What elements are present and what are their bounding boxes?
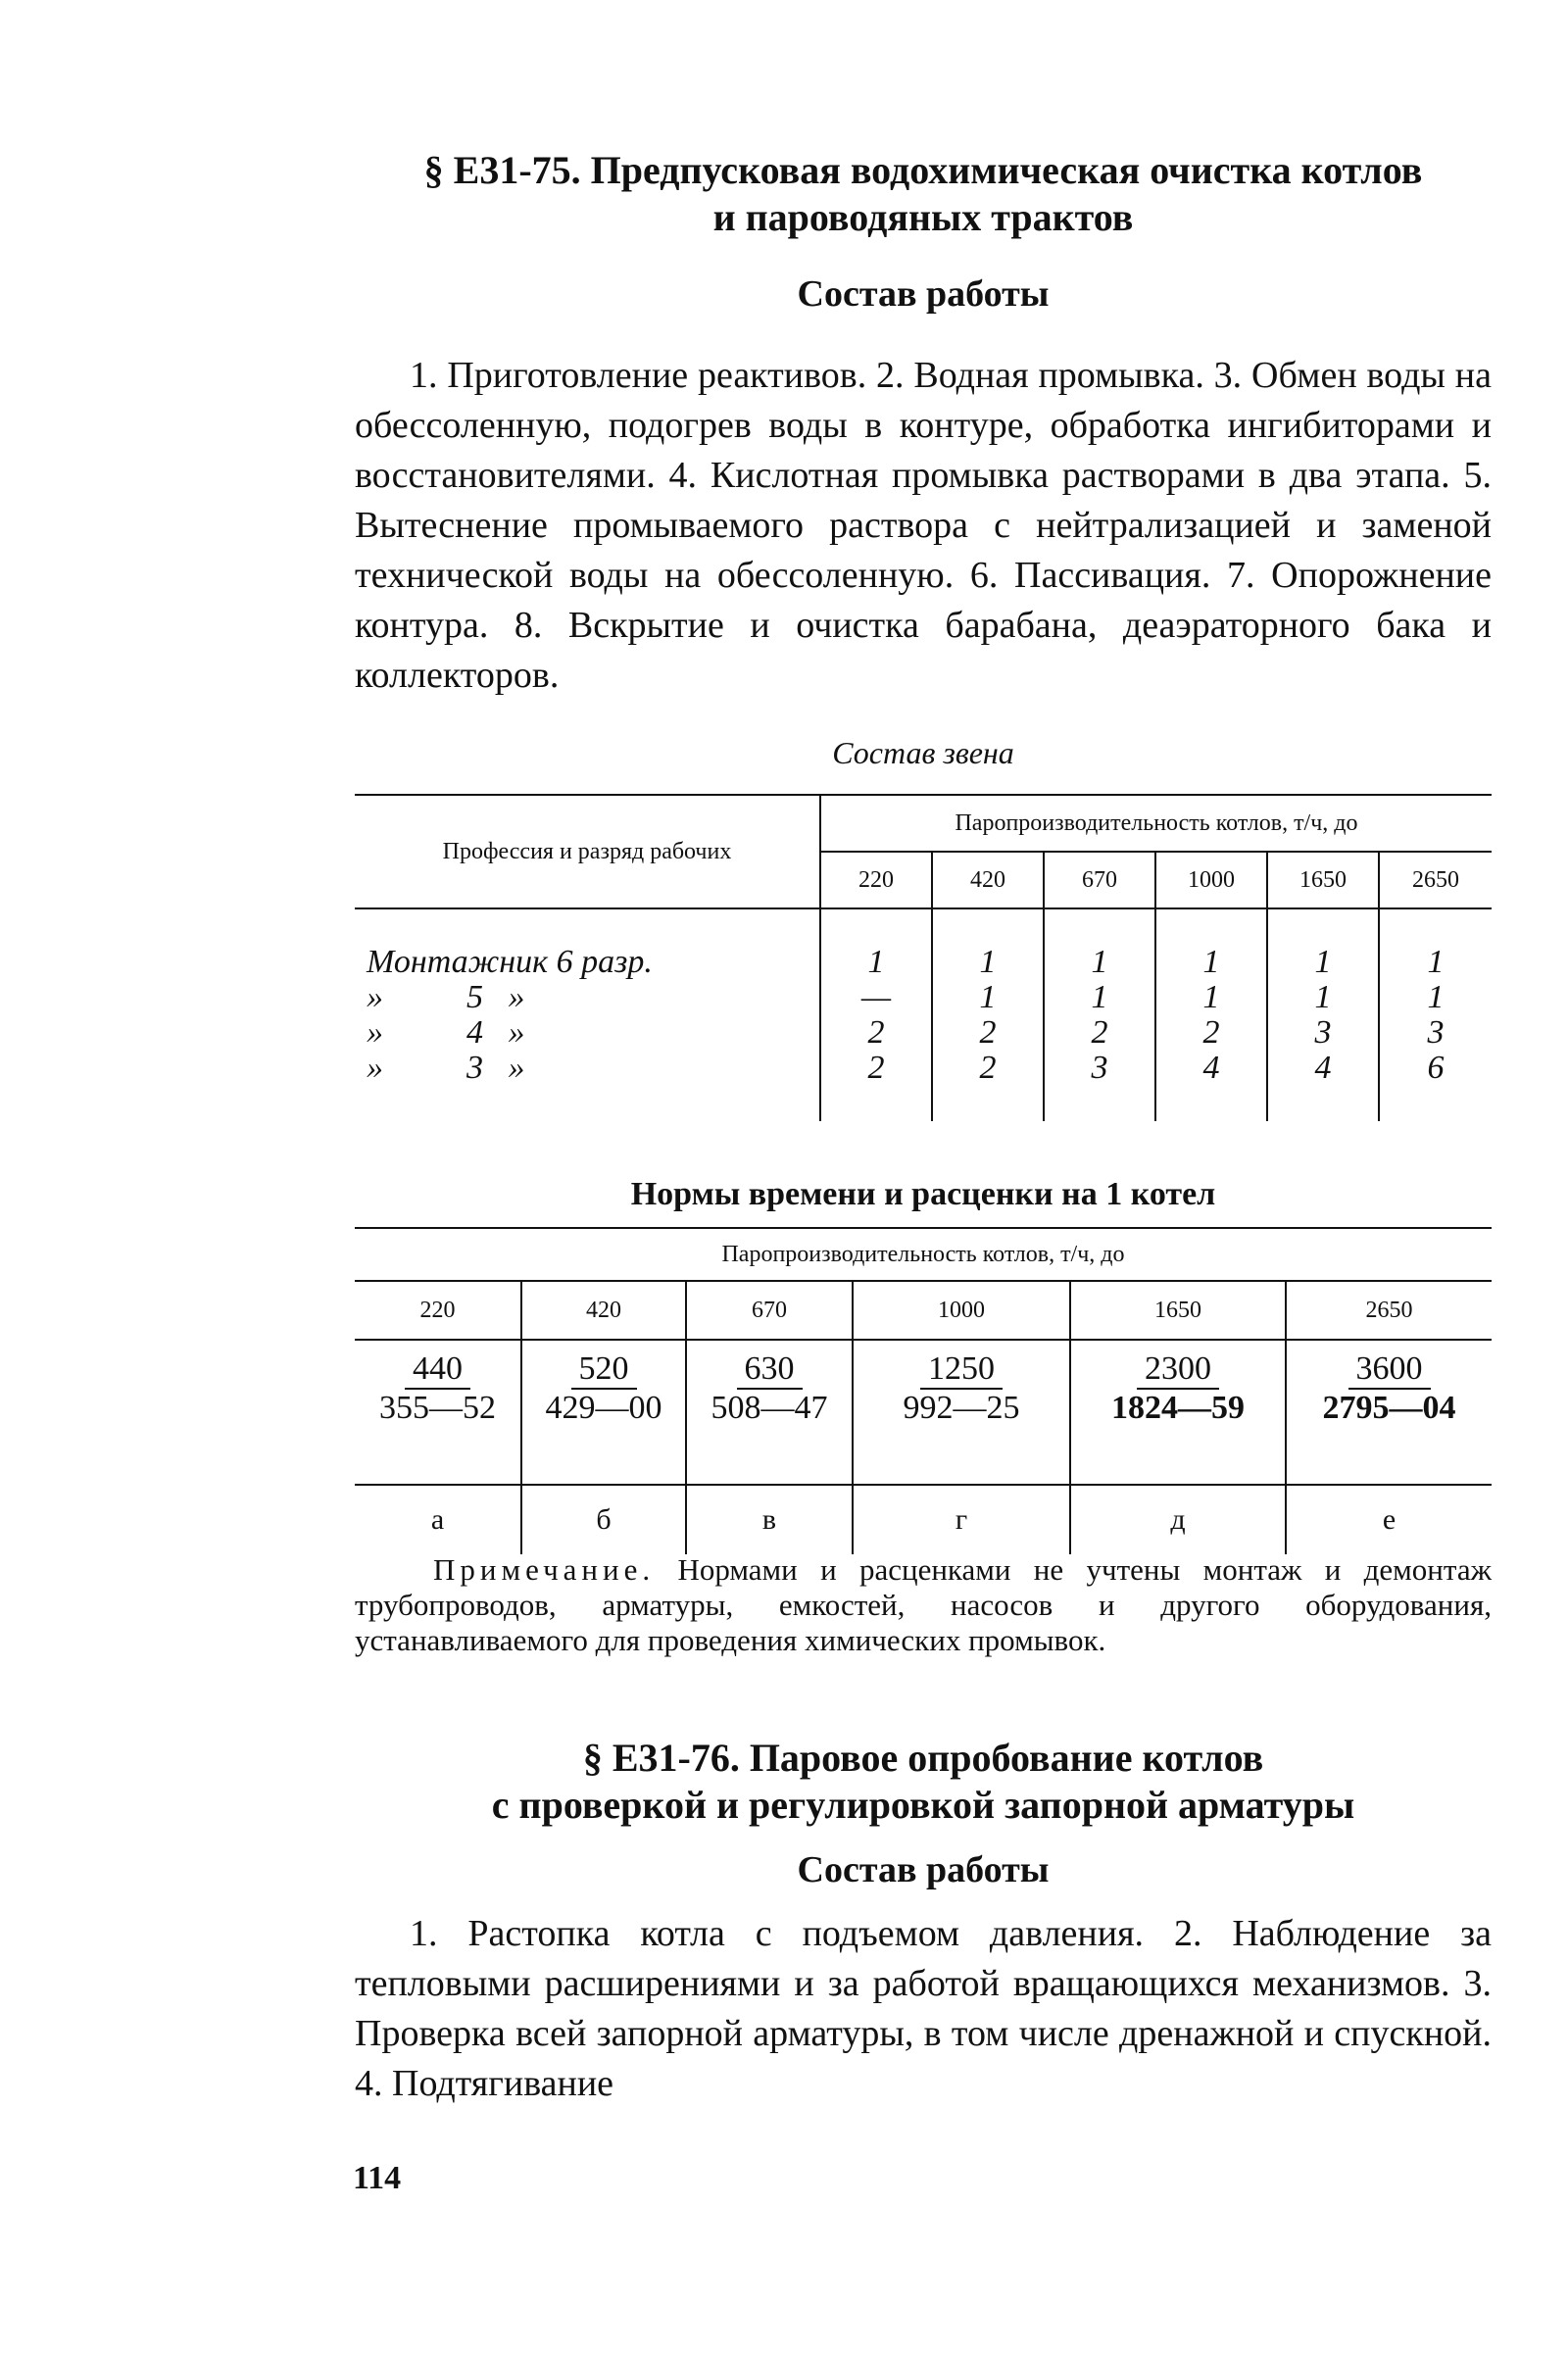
norms-capacity-cell: 1000 bbox=[853, 1281, 1070, 1340]
time-norm-value: 630 bbox=[737, 1350, 803, 1390]
crew-value: 1 bbox=[932, 945, 1044, 980]
work-text-block bbox=[355, 351, 1492, 701]
crew-value: 2 bbox=[1155, 1015, 1267, 1051]
crew-value: 4 bbox=[1155, 1051, 1267, 1086]
note bbox=[355, 1552, 1492, 1658]
column-letter: б bbox=[521, 1485, 686, 1554]
norms-capacity-cell: 420 bbox=[521, 1281, 686, 1340]
crew-row bbox=[355, 1015, 1492, 1051]
crew-caption-block bbox=[355, 735, 1492, 771]
note-text: Нормами и расценками не учтены монтаж и демонтаж трубопроводов, арматуры, емкостей, насосов и другого оборудования, устанавливаемого для проведения химических промывок. bbox=[355, 1552, 1492, 1657]
crew-value: 4 bbox=[1267, 1051, 1379, 1086]
crew-value: 1 bbox=[1044, 945, 1155, 980]
crew-value: 1 bbox=[1044, 980, 1155, 1015]
crew-caption: Состав звена bbox=[832, 735, 1014, 770]
crew-row bbox=[355, 1051, 1492, 1086]
page-number: 114 bbox=[353, 2160, 402, 2196]
crew-row-label: » 3 » bbox=[367, 1050, 525, 1086]
section-title-line1: § Е31-76. Паровое опробование котлов bbox=[582, 1736, 1264, 1780]
work-composition-text: 1. Растопка котла с подъемом давления. 2. Наблюдение за тепловыми расширениями и за работой вращающихся механизмов. 3. Проверка всей запорной арматуры, в том числе дренажной и спускной. 4. Подтягивание bbox=[355, 1913, 1492, 2104]
crew-capacity-cell: 670 bbox=[1044, 852, 1155, 908]
crew-table bbox=[355, 794, 1492, 1121]
crew-value: 3 bbox=[1379, 1015, 1492, 1051]
norms-header: Паропроизводительность котлов, т/ч, до bbox=[355, 1228, 1492, 1281]
column-letter: в bbox=[686, 1485, 853, 1554]
time-norm-value: 1250 bbox=[920, 1350, 1003, 1390]
crew-value: 1 bbox=[1267, 945, 1379, 980]
crew-value: 2 bbox=[820, 1051, 932, 1086]
norms-title: Нормы времени и расценки на 1 котел bbox=[630, 1176, 1216, 1212]
note-block bbox=[355, 1552, 1492, 1658]
crew-capacity-cell: 2650 bbox=[1379, 852, 1492, 908]
rate-value: 429—00 bbox=[521, 1390, 686, 1445]
crew-header-profession: Профессия и разряд рабочих bbox=[355, 795, 820, 908]
crew-capacity-cell: 220 bbox=[820, 852, 932, 908]
norms-capacity-cell: 220 bbox=[355, 1281, 521, 1340]
crew-value: 3 bbox=[1267, 1015, 1379, 1051]
section-e31-76 bbox=[355, 1735, 1492, 1829]
column-letter: г bbox=[853, 1485, 1070, 1554]
norms-table bbox=[355, 1227, 1492, 1554]
work-composition-heading: Состав работы bbox=[797, 273, 1050, 315]
section-e31-75 bbox=[355, 147, 1492, 241]
crew-value: 1 bbox=[820, 945, 932, 980]
note-label: Примечание. bbox=[433, 1552, 656, 1587]
crew-table-block bbox=[355, 794, 1492, 1121]
crew-value: 1 bbox=[932, 980, 1044, 1015]
rate-value: 508—47 bbox=[686, 1390, 853, 1445]
crew-capacity-cell: 1000 bbox=[1155, 852, 1267, 908]
column-letter: а bbox=[430, 1503, 445, 1536]
norms-capacity-cell: 670 bbox=[686, 1281, 853, 1340]
column-letter: е bbox=[1286, 1485, 1492, 1554]
section-title-line2: и пароводяных трактов bbox=[712, 195, 1134, 239]
crew-value: 3 bbox=[1044, 1051, 1155, 1086]
rate-value: 992—25 bbox=[853, 1390, 1070, 1445]
crew-value: 2 bbox=[820, 1015, 932, 1051]
crew-value: 1 bbox=[1379, 945, 1492, 980]
section-title-line2: с проверкой и регулировкой запорной арматуры bbox=[491, 1783, 1355, 1827]
crew-value: 1 bbox=[1155, 945, 1267, 980]
crew-capacity-cell: 1650 bbox=[1267, 852, 1379, 908]
crew-value: 2 bbox=[1044, 1015, 1155, 1051]
work-composition-text: 1. Приготовление реактивов. 2. Водная промывка. 3. Обмен воды на обессоленную, подогрев воды в контуре, обработка ингибиторами и восстановителями. 4. Кислотная промывка растворами в два этапа. 5. Вытеснение промываемого раствора с нейтрализацией и заменой технической воды на обессоленную. 6. Пассивация. 7. Опорожнение контура. 8. Вскрытие и очистка барабана, деаэраторного бака и коллекторов. bbox=[355, 355, 1492, 696]
work-text-block-2 bbox=[355, 1909, 1492, 2109]
crew-row bbox=[355, 980, 1492, 1015]
crew-value: 1 bbox=[1155, 980, 1267, 1015]
crew-value: 6 bbox=[1379, 1051, 1492, 1086]
crew-row-label: Монтажник 6 разр. bbox=[367, 944, 653, 980]
time-norm-value: 3600 bbox=[1348, 1350, 1431, 1390]
crew-row-label: » 5 » bbox=[367, 979, 525, 1015]
rate-value: 355—52 bbox=[379, 1390, 496, 1426]
crew-value: 2 bbox=[932, 1015, 1044, 1051]
norms-title-block bbox=[355, 1176, 1492, 1213]
section-title-line1: § Е31-75. Предпусковая водохимическая очистка котлов bbox=[423, 148, 1423, 192]
time-norm-value: 2300 bbox=[1137, 1350, 1219, 1390]
norms-table-block bbox=[355, 1227, 1492, 1554]
time-norm-value: 520 bbox=[571, 1350, 637, 1390]
work-heading-block-2 bbox=[355, 1848, 1492, 1891]
rate-value: 1824—59 bbox=[1070, 1390, 1286, 1445]
crew-row bbox=[355, 945, 1492, 980]
column-letter: д bbox=[1070, 1485, 1286, 1554]
crew-value: 2 bbox=[932, 1051, 1044, 1086]
time-norm-value: 440 bbox=[405, 1350, 470, 1390]
crew-row-label: » 4 » bbox=[367, 1014, 525, 1051]
norms-capacity-cell: 1650 bbox=[1070, 1281, 1286, 1340]
crew-header-capacity: Паропроизводительность котлов, т/ч, до bbox=[820, 795, 1492, 852]
crew-value: — bbox=[820, 980, 932, 1015]
norms-capacity-cell: 2650 bbox=[1286, 1281, 1492, 1340]
work-composition-heading: Состав работы bbox=[797, 1849, 1050, 1890]
crew-value: 1 bbox=[1267, 980, 1379, 1015]
crew-spacer bbox=[355, 908, 820, 945]
crew-capacity-cell: 420 bbox=[932, 852, 1044, 908]
work-heading-block bbox=[355, 272, 1492, 316]
crew-value: 1 bbox=[1379, 980, 1492, 1015]
rate-value: 2795—04 bbox=[1286, 1390, 1492, 1445]
